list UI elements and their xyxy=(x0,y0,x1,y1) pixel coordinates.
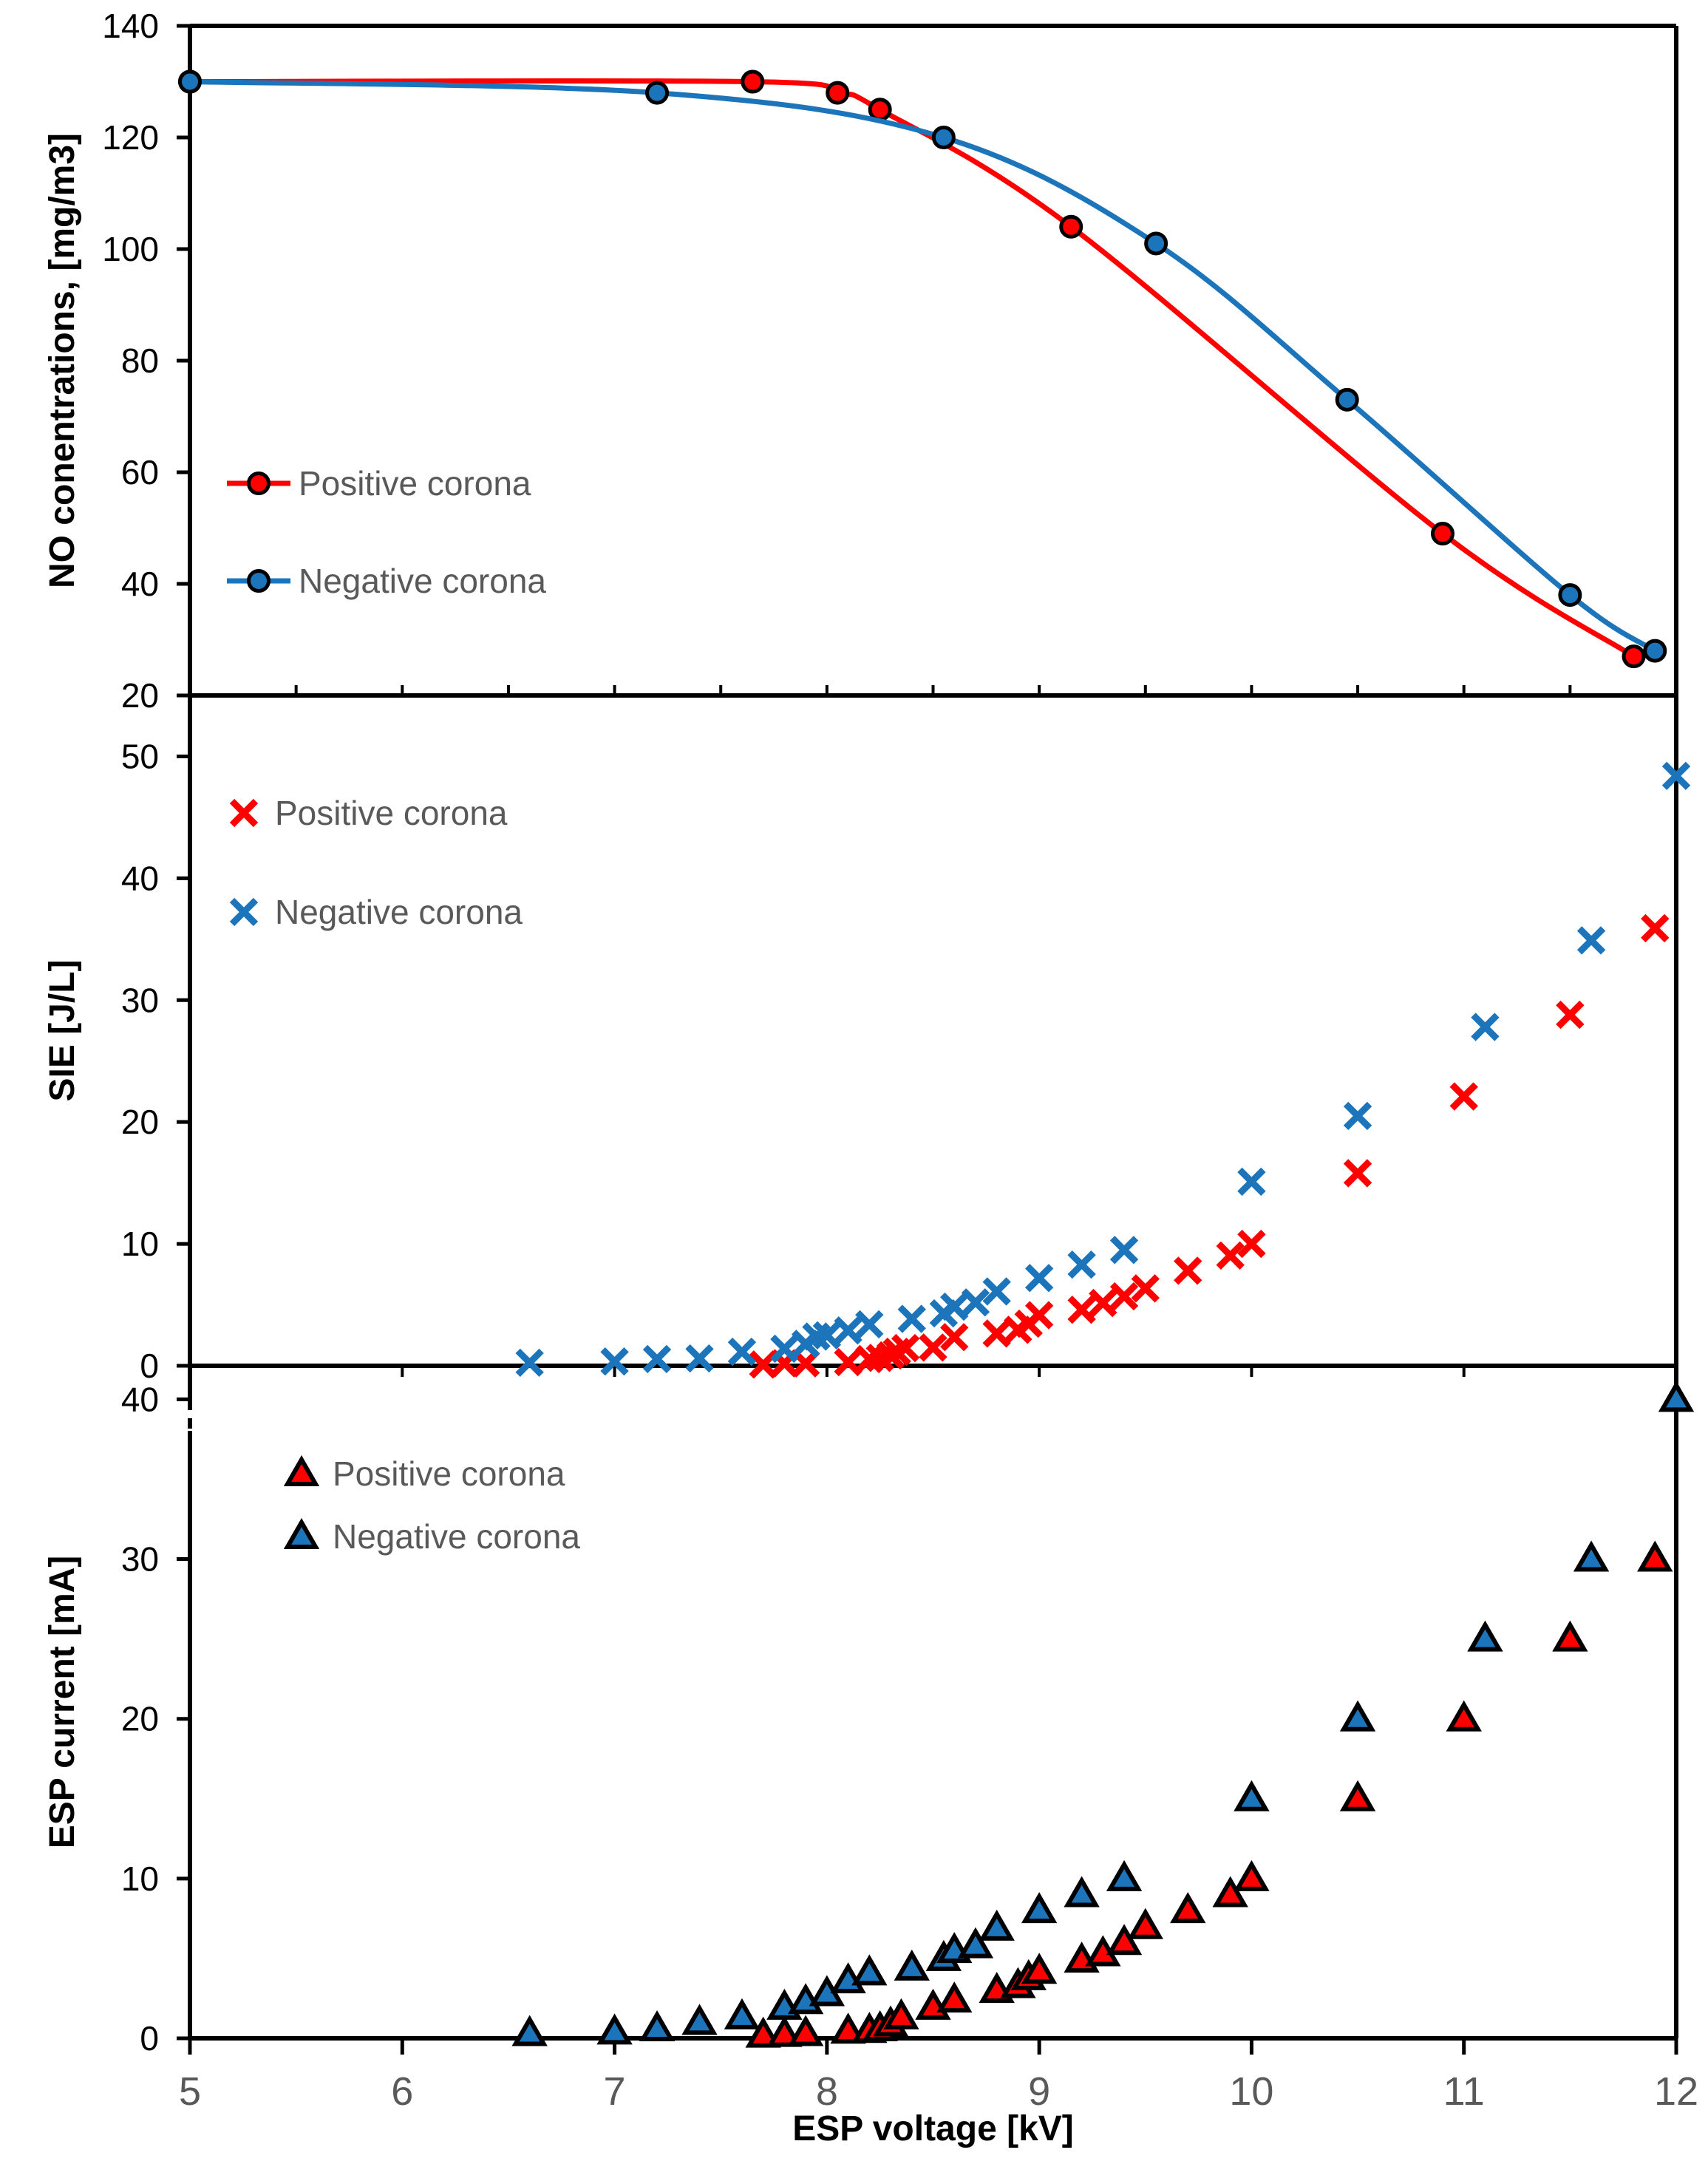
y-tick-label: 60 xyxy=(120,453,159,491)
y-tick-label: 20 xyxy=(120,1103,159,1142)
circle-marker xyxy=(1560,585,1580,605)
y-tick-label: 0 xyxy=(140,2019,159,2058)
circle-marker xyxy=(249,474,269,494)
circle-marker xyxy=(1337,389,1357,409)
y-tick-label: 120 xyxy=(102,118,159,157)
y-tick-label: 140 xyxy=(102,7,159,45)
circle-marker xyxy=(933,128,953,148)
legend-item-negative-corona xyxy=(232,893,523,931)
circle-marker xyxy=(743,72,763,92)
circle-marker xyxy=(1645,641,1665,661)
y-axis-title-panel-3: ESP current [mA] xyxy=(43,1555,82,1849)
circle-marker xyxy=(180,72,200,92)
x-tick-label: 10 xyxy=(1229,2069,1274,2114)
x-tick-label: 11 xyxy=(1443,2069,1485,2114)
y-tick-label: 20 xyxy=(120,1699,159,1738)
circle-marker xyxy=(1061,217,1081,236)
y-tick-label: 0 xyxy=(140,1347,159,1385)
y-tick-label: 20 xyxy=(120,676,159,715)
legend-label: Positive corona xyxy=(333,1454,565,1493)
legend-label: Positive corona xyxy=(299,464,531,503)
y-tick-label: 40 xyxy=(120,565,159,603)
y-tick-label: 30 xyxy=(120,981,159,1020)
circle-marker xyxy=(1146,234,1166,253)
circle-marker xyxy=(870,100,890,120)
circle-marker xyxy=(647,83,667,103)
circle-marker xyxy=(828,83,848,103)
x-tick-label: 7 xyxy=(603,2069,626,2114)
x-tick-label: 6 xyxy=(391,2069,414,2114)
y-tick-label: 10 xyxy=(120,1225,159,1264)
x-tick-label: 8 xyxy=(815,2069,838,2114)
legend-label: Positive corona xyxy=(275,794,508,832)
legend-label: Negative corona xyxy=(299,562,546,600)
x-tick-label: 5 xyxy=(178,2069,202,2114)
x-axis-title: ESP voltage [kV] xyxy=(792,2109,1074,2148)
circle-marker xyxy=(249,571,269,591)
x-tick-label: 12 xyxy=(1653,2069,1699,2114)
y-tick-label: 40 xyxy=(120,1380,159,1419)
circle-marker xyxy=(1432,524,1452,544)
y-tick-label: 30 xyxy=(120,1539,159,1579)
y-tick-label: 40 xyxy=(120,859,159,898)
circle-marker xyxy=(1624,647,1644,667)
y-tick-label: 100 xyxy=(102,230,159,268)
y-tick-label: 10 xyxy=(120,1859,159,1898)
y-axis-title-panel-2: SIE [J/L] xyxy=(43,959,82,1102)
legend-label: Negative corona xyxy=(275,893,523,931)
y-tick-label: 50 xyxy=(120,737,159,776)
y-tick-label: 80 xyxy=(120,341,159,380)
x-tick-label: 9 xyxy=(1028,2069,1051,2114)
legend-label: Negative corona xyxy=(333,1517,580,1556)
y-axis-title-panel-1: NO conentrations, [mg/m3] xyxy=(43,132,82,589)
